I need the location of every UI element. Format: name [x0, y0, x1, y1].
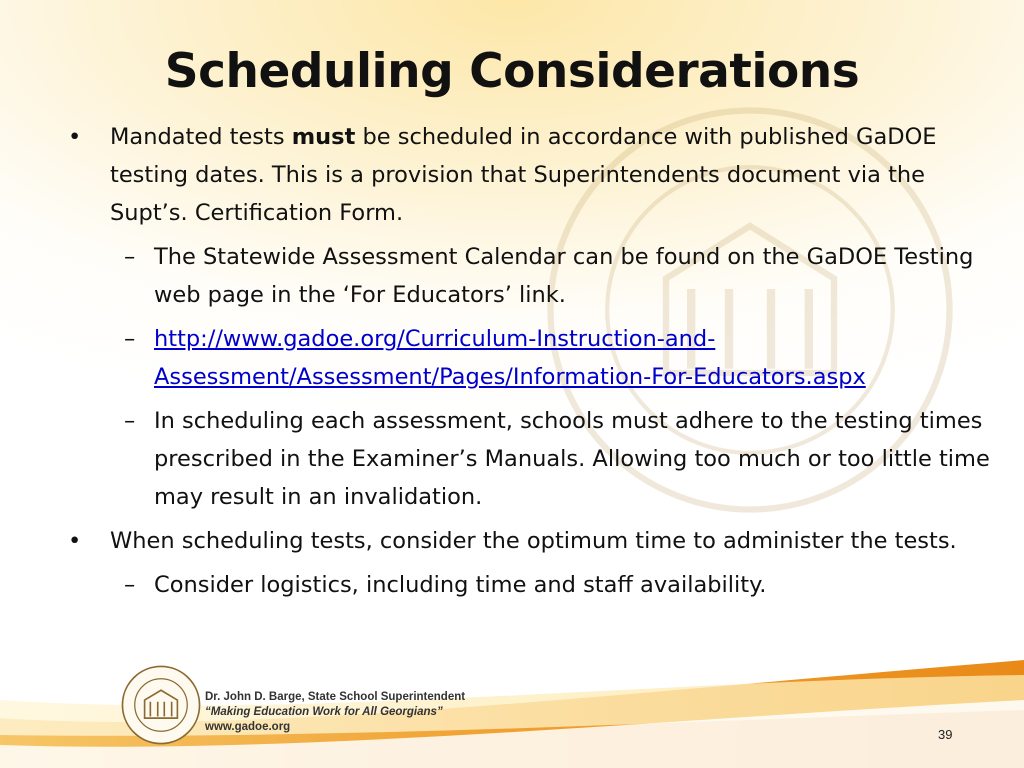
sub-bullet-text: In scheduling each assessment, schools must adhere to the testing times prescribed in the Examiner’s Manuals. Allowing too much or too little time may result in an invalidation. [154, 408, 990, 510]
footer-website: www.gadoe.org [205, 721, 291, 733]
footer-tagline: “Making Education Work for All Georgians” [205, 706, 443, 718]
bullet-text-part: be scheduled in accordance with published GaDOE testing dates. This is a provision that Superintendents document via the Supt’s. Certification Form. [110, 124, 937, 226]
footer-superintendent-line: Dr. John D. Barge, State School Superintendent [205, 691, 466, 703]
bullet-marker: • [68, 124, 82, 150]
footer-text [205, 690, 465, 735]
bullet-marker: • [68, 528, 82, 554]
dash-marker: – [124, 326, 136, 352]
slide-title: Scheduling Considerations [164, 44, 860, 99]
department-of-education-seal-logo [120, 664, 202, 746]
dash-marker: – [124, 408, 136, 434]
sub-bullet-item [68, 566, 993, 604]
bullet-text-part: Mandated tests [110, 124, 292, 150]
bullet-item [68, 522, 993, 560]
sub-bullet-item [68, 320, 993, 396]
slide-content [68, 118, 993, 604]
bullet-text: When scheduling tests, consider the optimum time to administer the tests. [110, 528, 957, 554]
dash-marker: – [124, 244, 136, 270]
sub-bullet-text: Consider logistics, including time and staff availability. [154, 572, 767, 598]
bullet-text-emphasis: must [291, 124, 356, 150]
sub-bullet-text: The Statewide Assessment Calendar can be found on the GaDOE Testing web page in the ‘For Educators’ link. [154, 244, 974, 308]
sub-bullet-item [68, 238, 993, 314]
bullet-text [110, 124, 937, 226]
page-number: 39 [938, 727, 953, 742]
gadoe-educators-link[interactable]: http://www.gadoe.org/Curriculum-Instruction-and-Assessment/Assessment/Pages/Information-For-Educators.aspx [154, 326, 866, 390]
bullet-item [68, 118, 993, 232]
sub-bullet-item [68, 402, 993, 516]
dash-marker: – [124, 572, 136, 598]
